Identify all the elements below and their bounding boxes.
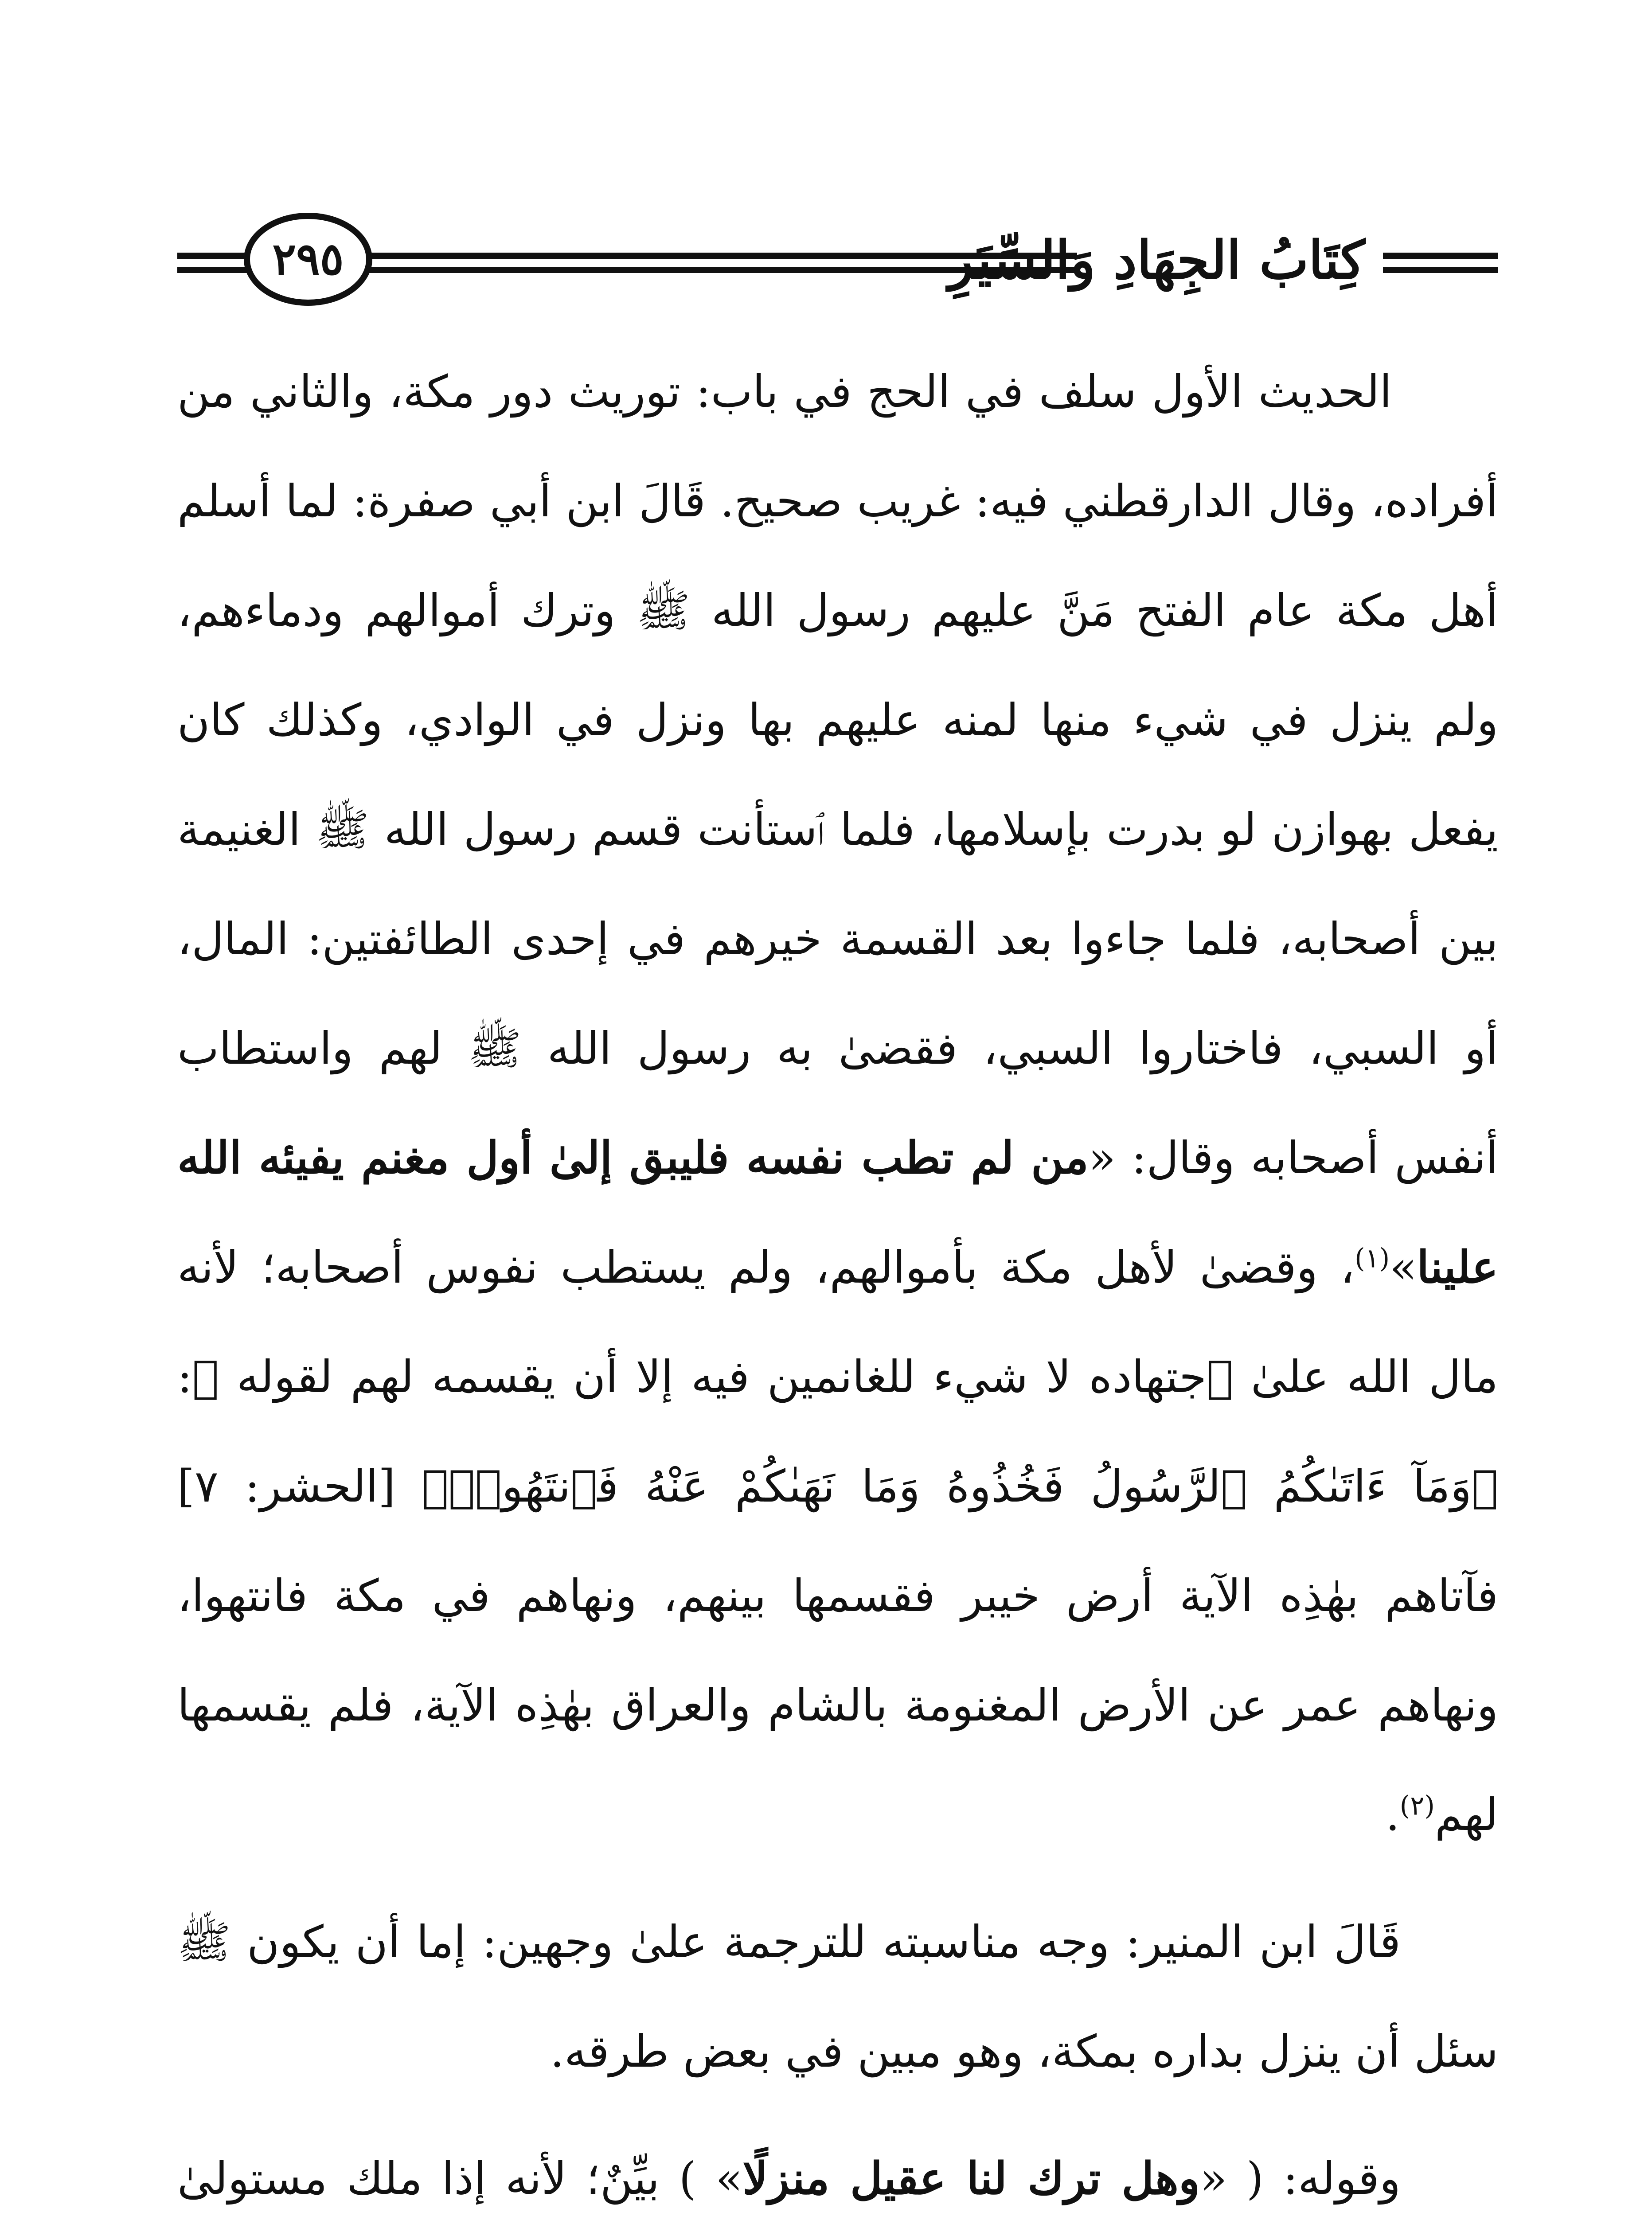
header-rule — [1383, 267, 1498, 273]
hadith-quote: وهل ترك لنا عقيل منزلًا — [742, 2152, 1200, 2204]
text-run: . — [1386, 1789, 1400, 1841]
footnote-ref-2[interactable]: (٢) — [1399, 1790, 1435, 1822]
header-rule — [177, 253, 248, 259]
footnote-ref-1[interactable]: (١) — [1355, 1243, 1390, 1274]
paragraph-3 — [177, 2124, 1498, 2216]
page-body — [177, 337, 1498, 2216]
paragraph-2: قَالَ ابن المنير: وجه مناسبته للترجمة علىٰ وجهين: إما أن يكون ﷺ سئل أن ينزل بداره بمكة، وهو مبين في بعض طرقه. — [177, 1916, 1498, 2077]
hadith-quote: من لم تطب نفسه فليبق إلىٰ أول مغنم يفيئه الله علينا — [177, 1131, 1498, 1293]
header-rule — [1383, 253, 1498, 259]
text-run: الحديث الأول سلف في الحج في باب: توريث دور مكة، والثاني من أفراده، وقال الدارقطني فيه: غريب صحيح. قَالَ ابن أبي صفرة: لما أسلم أهل مكة عام الفتح مَنَّ عليهم رسول الله ﷺ وترك أموالهم ودماءهم، ولم ينزل في شيء منها لمنه عليهم بها ونزل في الوادي، وكذلك كان يفعل بهوازن لو بدرت بإسلامها، فلما ٱستأنت قسم رسول الله ﷺ الغنيمة بين أصحابه، فلما جاءوا بعد القسمة خيرهم في إحدى الطائفتين: المال، أو السبي، فاختاروا السبي، فقضىٰ به رسول الله ﷺ لهم واستطاب أنفس أصحابه وقال: « — [177, 366, 1498, 1184]
text-run: » ) بيِّنٌ؛ لأنه إذا ملك مستولىٰ — [177, 2153, 743, 2204]
page-number: ٢٩٥ — [244, 213, 372, 306]
text-run: » — [1390, 1241, 1417, 1293]
running-header — [177, 208, 1498, 310]
paragraph-1 — [177, 337, 1498, 1869]
text-run: ، وقضىٰ لأهل مكة بأموالهم، ولم يستطب نفوس أصحابه؛ لأنه مال الله علىٰ ٱجتهاده لا شيء للغانمين فيه إلا أن يقسمه لهم لقوله ﷻ: ﴿وَمَآ ءَاتَىٰكُمُ ٱلرَّسُولُ فَخُذُوهُ وَمَا نَهَىٰكُمْ عَنْهُ فَٱنتَهُوا۟﴾ [الحشر: ٧] فآتاهم بهٰذِه الآية أرض خيبر فقسمها بينهم، ونهاهم في مكة فانتهوا، ونهاهم عمر عن الأرض المغنومة بالشام والعراق بهٰذِه الآية، فلم يقسمها لهم — [177, 1241, 1498, 1841]
header-rule — [177, 267, 248, 273]
book-title: كِتَابُ الجِهَادِ وَالسِّيَرِ — [948, 229, 1365, 291]
text-run: وقوله: ( « — [1200, 2153, 1401, 2204]
